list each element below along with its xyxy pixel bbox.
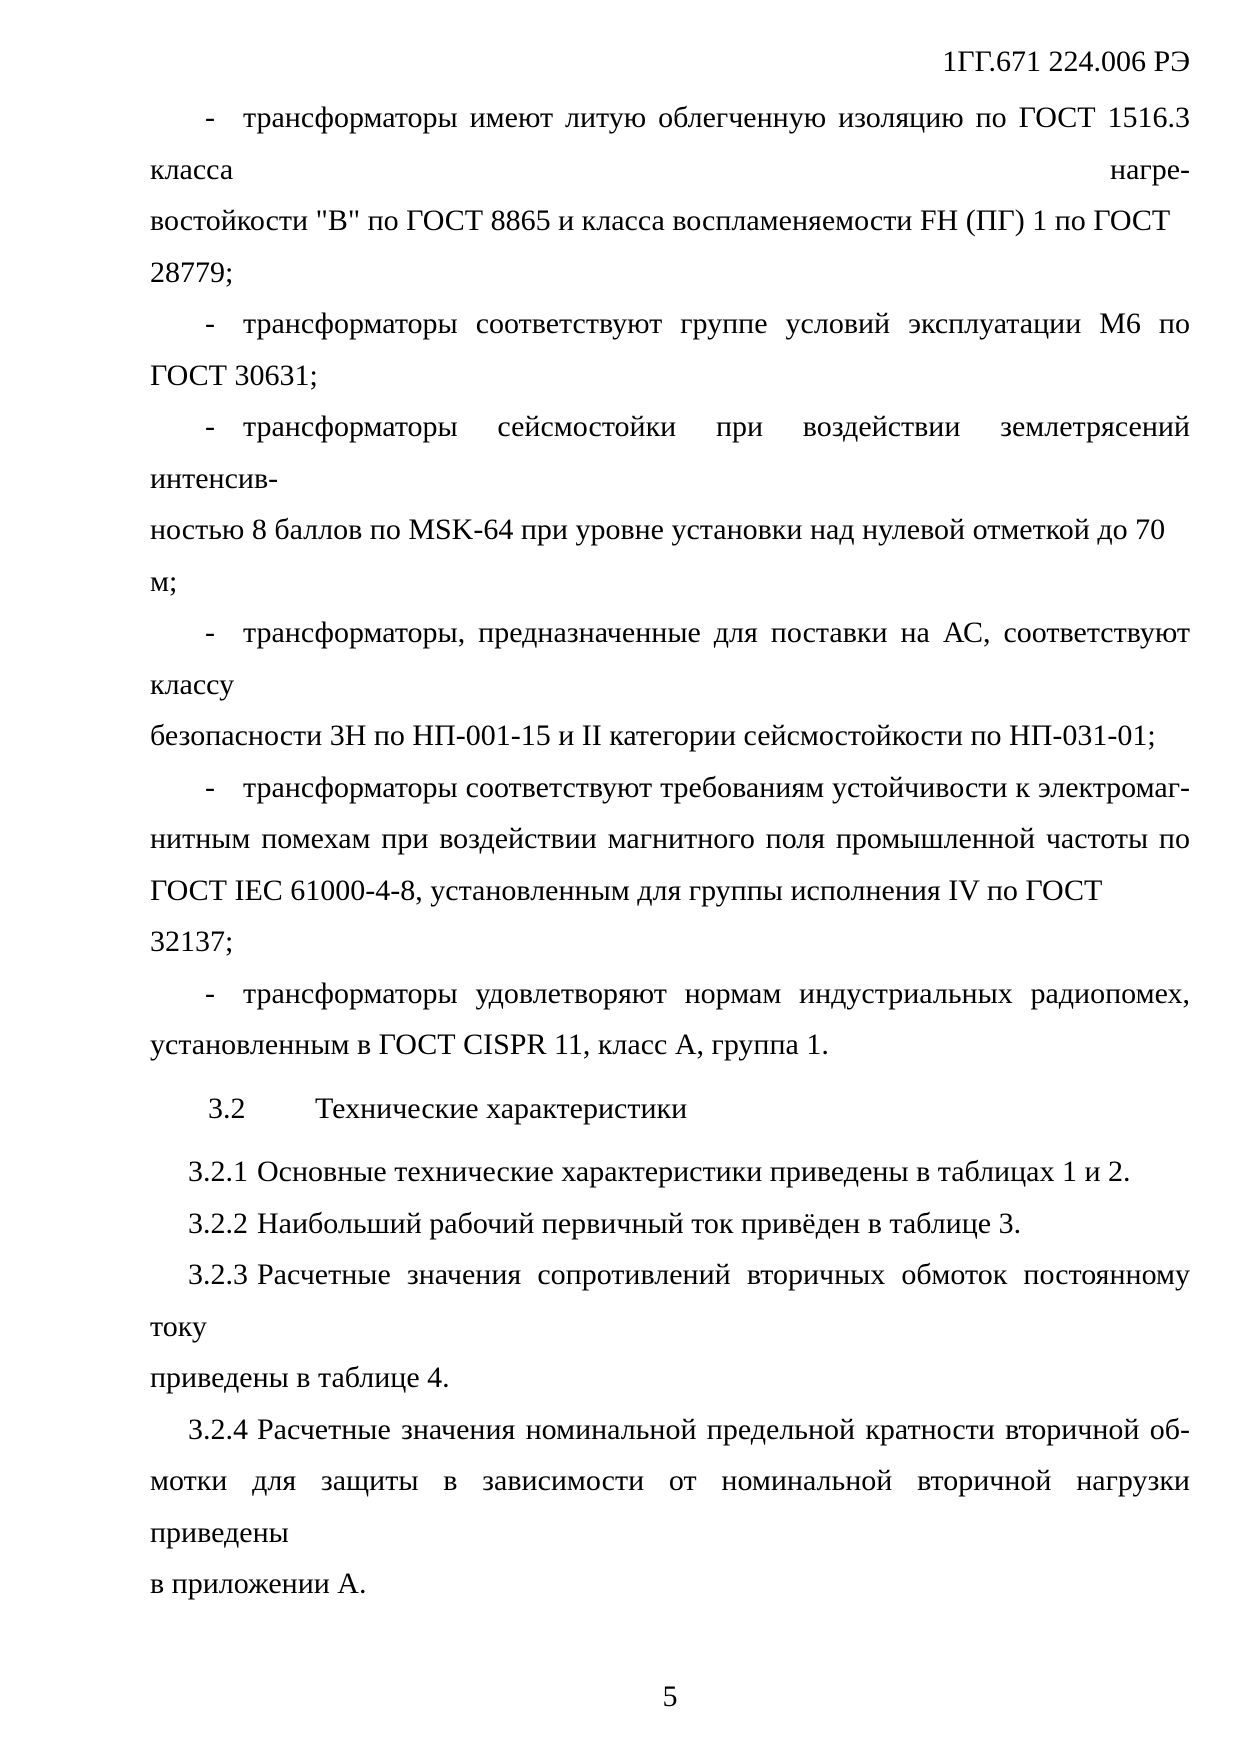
text-line [150,350,1190,402]
text-run: Наибольший рабочий первичный ток привёден в таблице 3. [257,1206,1022,1240]
text-run: трансформаторы имеют литую облегченную изоляцию по ГОСТ 1516.3 класса нагре- [150,101,1190,186]
text-line [150,1083,1190,1135]
section-number: 3.2.4 [188,1412,248,1446]
text-line [150,401,1190,504]
text-run: ГОСТ IEC 61000-4-8, установленным для группы исполнения IV по ГОСТ 32137; [150,873,1103,958]
text-line [150,1249,1190,1352]
text-line [150,607,1190,710]
text-line [150,504,1190,607]
paragraph [150,1249,1190,1404]
paragraph [150,1198,1190,1250]
list-dash-marker: - [205,101,215,134]
text-line [150,298,1190,350]
text-run: безопасности 3Н по НП-001-15 и II категории сейсмостойкости по НП-031-01; [150,719,1156,752]
list-dash-marker: - [205,770,215,804]
page-number: 5 [662,1680,678,1713]
text-run: установленным в ГОСТ CISPR 11, класс А, группа 1. [150,1028,829,1061]
text-line [150,1198,1190,1250]
text-line [150,1352,1190,1404]
text-run: трансформаторы удовлетворяют нормам индустриальных радиопомех, [243,976,1190,1010]
text-run: ГОСТ 30631; [150,358,318,392]
list-dash-marker: - [205,410,215,443]
paragraph [150,607,1190,762]
section-number: 3.2.2 [188,1206,248,1240]
section-number: 3.2 [208,1091,246,1125]
text-line [150,1146,1190,1198]
text-line [150,865,1190,968]
text-line [150,1019,1190,1071]
text-line [150,968,1190,1020]
section-number: 3.2.3 [188,1258,248,1291]
text-run: приведены в таблице 4. [150,1361,450,1394]
text-run: востойкости "В" по ГОСТ 8865 и класса воспламеняемости FH (ПГ) 1 по ГОСТ 28779; [150,204,1171,289]
section-heading [150,1083,1190,1135]
text-run: трансформаторы, предназначенные для поставки на АС, соответствуют классу [150,616,1190,701]
paragraph [150,1404,1190,1610]
text-line [150,92,1190,195]
text-line [150,1455,1190,1558]
text-run: трансформаторы соответствуют требованиям устойчивости к электромаг- [243,770,1190,804]
paragraph [150,92,1190,298]
text-line [150,195,1190,298]
text-run: нитным помехам при воздействии магнитного поля промышленной частоты по [150,822,1190,855]
text-run: Технические характеристики [315,1091,688,1125]
text-run: трансформаторы сейсмостойки при воздействии землетрясений интенсив- [150,410,1190,495]
text-line [150,1404,1190,1456]
text-run: Расчетные значения номинальной предельной кратности вторичной об- [257,1412,1190,1446]
text-line [150,813,1190,865]
text-run: Расчетные значения сопротивлений вторичных обмоток постоянному току [150,1258,1190,1343]
paragraph [150,762,1190,968]
list-dash-marker: - [205,616,215,649]
text-run: Основные технические характеристики приведены в таблицах 1 и 2. [257,1155,1131,1188]
text-run: в приложении А. [150,1567,367,1600]
text-line [150,1558,1190,1610]
list-dash-marker: - [205,307,215,340]
text-run: мотки для защиты в зависимости от номинальной вторичной нагрузки приведены [150,1464,1190,1549]
paragraph [150,298,1190,401]
text-run: ностью 8 баллов по MSK-64 при уровне установки над нулевой отметкой до 70 м; [150,513,1166,598]
text-line [150,710,1190,762]
paragraph [150,401,1190,607]
section-number: 3.2.1 [188,1155,248,1188]
document-code-header: 1ГГ.671 224.006 РЭ [942,45,1190,78]
paragraph [150,1146,1190,1198]
text-run: трансформаторы соответствуют группе условий эксплуатации М6 по [243,307,1190,340]
list-dash-marker: - [205,976,215,1010]
text-line [150,762,1190,814]
paragraph [150,968,1190,1071]
document-body [150,92,1190,1610]
